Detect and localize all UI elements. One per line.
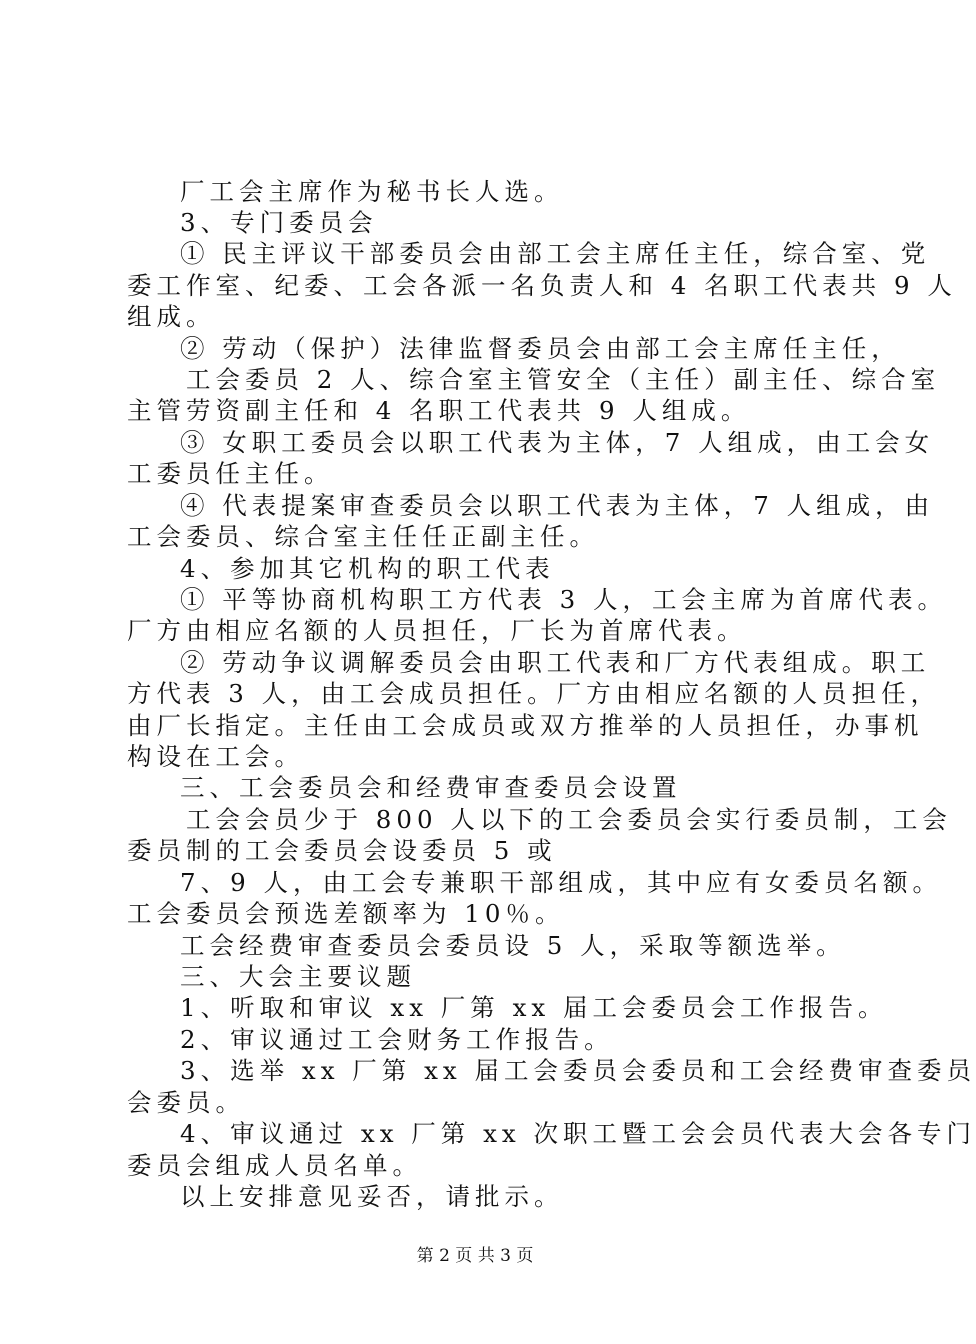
text-line: ① 民主评议干部委员会由部工会主席任主任，综合室、党	[180, 239, 931, 268]
page-number-footer: 第 2 页 共 3 页	[416, 1246, 534, 1266]
text-line: 工委员任主任。	[127, 459, 334, 488]
text-line: 委员会组成人员名单。	[127, 1151, 422, 1180]
text-line: 构设在工会。	[127, 742, 304, 771]
text-line: 厂方由相应名额的人员担任，厂长为首席代表。	[127, 616, 747, 645]
text-line: 委员制的工会委员会设委员 5 或	[127, 836, 557, 865]
text-line: 工会会员少于 800 人以下的工会委员会实行委员制，工会	[186, 805, 952, 834]
section-heading: 4、参加其它机构的职工代表	[180, 554, 555, 583]
section-heading: 3、专门委员会	[180, 208, 378, 237]
text-line: ① 平等协商机构职工方代表 3 人，工会主席为首席代表。	[180, 585, 947, 614]
text-line: 7、9 人，由工会专兼职干部组成，其中应有女委员名额。	[180, 868, 942, 897]
text-line: 工会委员 2 人、综合室主管安全（主任）副主任、综合室	[186, 365, 941, 394]
text-line: 3、选举 xx 厂第 xx 届工会委员会委员和工会经费审查委员	[180, 1056, 976, 1085]
text-line: 工会委员、综合室主任任正副主任。	[127, 522, 599, 551]
text-line: ② 劳动争议调解委员会由职工代表和厂方代表组成。职工	[180, 648, 931, 677]
text-line: 工会委员会预选差额率为 10％。	[127, 899, 565, 928]
text-line: 会委员。	[127, 1088, 245, 1117]
text-line: 由厂长指定。主任由工会成员或双方推举的人员担任，办事机	[127, 711, 924, 740]
text-line: 工会经费审查委员会委员设 5 人，采取等额选举。	[180, 931, 846, 960]
text-line: 1、听取和审议 xx 厂第 xx 届工会委员会工作报告。	[180, 993, 888, 1022]
text-line: 委工作室、纪委、工会各派一名负责人和 4 名职工代表共 9 人	[127, 271, 957, 300]
text-line: 主管劳资副主任和 4 名职工代表共 9 人组成。	[127, 396, 751, 425]
section-heading: 三、大会主要议题	[180, 962, 416, 991]
text-line: ④ 代表提案审查委员会以职工代表为主体，7 人组成，由	[180, 491, 935, 520]
text-line: 组成。	[127, 302, 216, 331]
text-line: 以上安排意见妥否，请批示。	[180, 1182, 564, 1211]
text-line: ② 劳动（保护）法律监督委员会由部工会主席任主任，	[180, 334, 901, 363]
text-line: 厂工会主席作为秘书长人选。	[180, 177, 564, 206]
text-line: ③ 女职工委员会以职工代表为主体，7 人组成，由工会女	[180, 428, 935, 457]
text-line: 方代表 3 人，由工会成员担任。厂方由相应名额的人员担任，	[127, 679, 941, 708]
text-line: 2、审议通过工会财务工作报告。	[180, 1025, 614, 1054]
section-heading: 三、工会委员会和经费审查委员会设置	[180, 773, 682, 802]
text-line: 4、审议通过 xx 厂第 xx 次职工暨工会会员代表大会各专门	[180, 1119, 976, 1148]
